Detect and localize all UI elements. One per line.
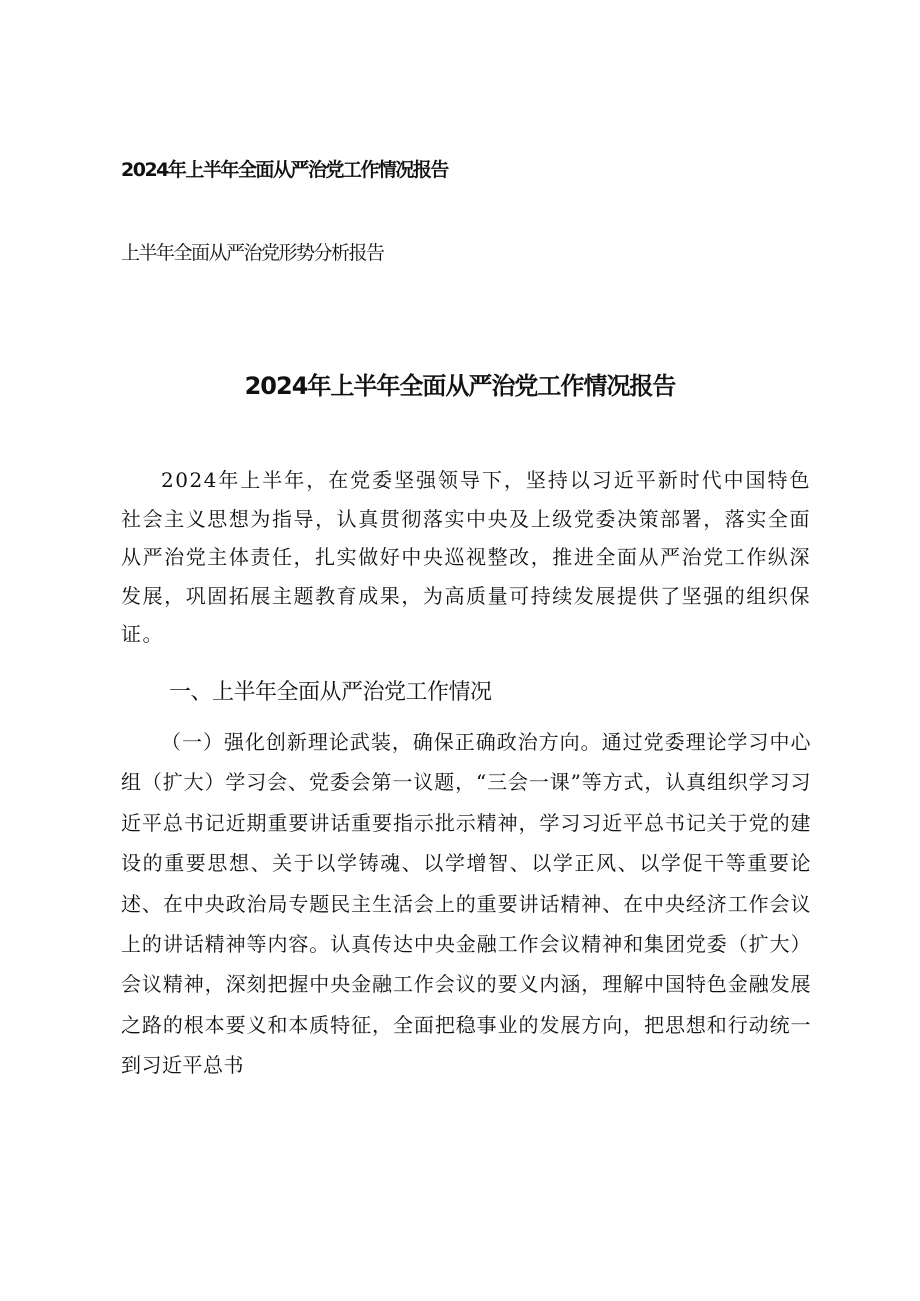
intro-paragraph: 2024年上半年，在党委坚强领导下，坚持以习近平新时代中国特色社会主义思想为指导，认真贯彻落实中央及上级党委决策部署，落实全面从严治党主体责任，扎实做好中央巡视整改，推进全面从严治党工作纵深发展，巩固拓展主题教育成果，为高质量可持续发展提供了坚强的组织保证。 (121, 468, 811, 646)
report-title: 2024年上半年全面从严治党工作情况报告 (244, 372, 676, 400)
section-heading-1: 一、上半年全面从严治党工作情况 (169, 680, 492, 705)
toc-entry-2: 上半年全面从严治党形势分析报告 (121, 242, 384, 264)
section-1-paragraph-1: （一）强化创新理论武装，确保正确政治方向。通过党委理论学习中心组（扩大）学习会、党委会第一议题，“三会一课”等方式，认真组织学习习近平总书记近期重要讲话重要指示批示精神，学习习近平总书记关于党的建设的重要思想、关于以学铸魂、以学增智、以学正风、以学促干等重要论述、在中央政治局专题民主生活会上的重要讲话精神、在中央经济工作会议上的讲话精神等内容。认真传达中央金融工作会议精神和集团党委（扩大）会议精神，深刻把握中央金融工作会议的要义内涵，理解中国特色金融发展之路的根本要义和本质特征，全面把稳事业的发展方向，把思想和行动统一到习近平总书 (121, 730, 811, 1078)
toc-entry-1: 2024年上半年全面从严治党工作情况报告 (121, 159, 448, 181)
